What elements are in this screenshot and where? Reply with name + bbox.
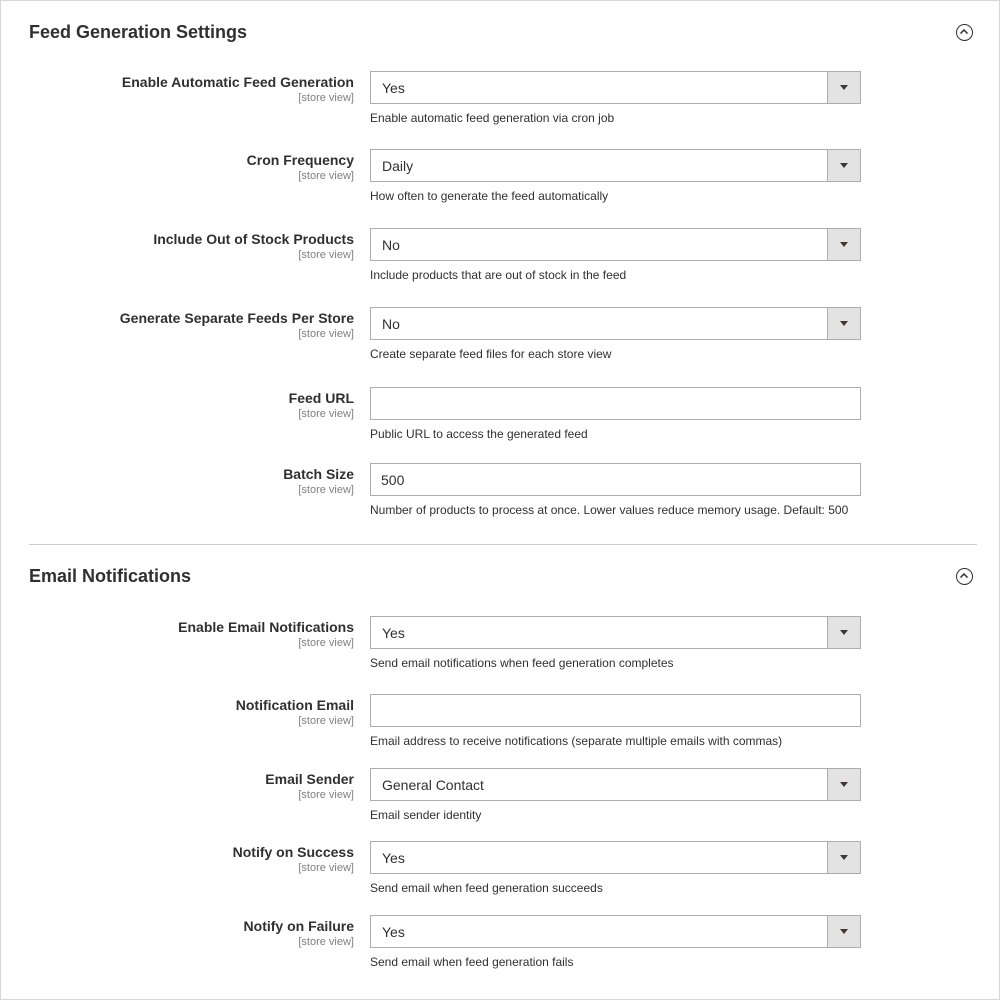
select-value: Yes [382,924,405,940]
field-note: Email address to receive notifications (separate multiple emails with commas) [370,734,783,748]
triangle-down-icon [840,85,848,90]
field-scope: [store view] [298,328,354,340]
field-scope: [store view] [298,170,354,182]
select-value: General Contact [382,777,484,793]
notify-on-success-select[interactable] [370,841,861,874]
include-out-of-stock-select[interactable] [370,228,861,261]
field-feed-url [0,387,1000,447]
dropdown-button[interactable] [827,229,860,260]
chevron-up-circle-icon [960,573,968,578]
field-note: Enable automatic feed generation via cron job [370,111,615,125]
field-label: Feed URL [288,390,354,406]
field-note: Send email when feed generation fails [370,955,574,969]
field-label: Notification Email [235,697,354,713]
field-label: Enable Email Notifications [178,619,354,635]
triangle-down-icon [840,929,848,934]
triangle-down-icon [840,242,848,247]
field-cron-frequency [0,149,1000,209]
field-scope: [store view] [298,408,354,420]
chevron-up-circle-icon [960,29,968,34]
dropdown-button[interactable] [827,150,860,181]
field-scope: [store view] [298,862,354,874]
field-label: Enable Automatic Feed Generation [121,74,354,90]
field-scope: [store view] [298,715,354,727]
triangle-down-icon [840,321,848,326]
field-scope: [store view] [298,789,354,801]
triangle-down-icon [840,782,848,787]
section-divider [29,544,977,545]
field-separate-feeds-per-store [0,307,1000,367]
collapse-email-notifications-button[interactable] [956,568,973,585]
section-title-feed-generation: Feed Generation Settings [29,22,248,42]
select-value: Yes [382,850,405,866]
dropdown-button[interactable] [827,308,860,339]
triangle-down-icon [840,855,848,860]
field-note: Public URL to access the generated feed [370,427,588,441]
field-scope: [store view] [298,249,354,261]
field-batch-size [0,463,1000,523]
dropdown-button[interactable] [827,916,860,947]
dropdown-button[interactable] [827,72,860,103]
dropdown-button[interactable] [827,842,860,873]
select-value: Yes [382,625,405,641]
enable-automatic-feed-select[interactable] [370,71,861,104]
feed-url-input[interactable] [370,387,861,420]
field-label: Generate Separate Feeds Per Store [119,310,354,326]
dropdown-button[interactable] [827,617,860,648]
field-scope: [store view] [298,637,354,649]
field-note: Send email notifications when feed generation completes [370,656,674,670]
section-title-email-notifications: Email Notifications [29,566,192,586]
collapse-feed-generation-button[interactable] [956,24,973,41]
email-sender-select[interactable] [370,768,861,801]
field-scope: [store view] [298,936,354,948]
field-notification-email [0,694,1000,754]
field-notify-on-success [0,841,1000,901]
field-label: Email Sender [265,771,354,787]
field-label: Cron Frequency [246,152,354,168]
select-value: No [382,316,400,332]
dropdown-button[interactable] [827,769,860,800]
field-note: How often to generate the feed automatically [370,189,609,203]
field-scope: [store view] [298,92,354,104]
field-note: Number of products to process at once. Lower values reduce memory usage. Default: 500 [370,503,849,517]
field-label: Notify on Failure [243,918,354,934]
cron-frequency-select[interactable] [370,149,861,182]
field-label: Notify on Success [232,844,354,860]
triangle-down-icon [840,163,848,168]
field-note: Include products that are out of stock in the feed [370,268,627,282]
select-value: No [382,237,400,253]
field-note: Create separate feed files for each store view [370,347,612,361]
field-label: Include Out of Stock Products [153,231,354,247]
field-include-out-of-stock [0,228,1000,288]
field-label: Batch Size [283,466,354,482]
triangle-down-icon [840,630,848,635]
notification-email-input[interactable] [370,694,861,727]
field-enable-automatic-feed [0,71,1000,131]
field-email-sender [0,768,1000,828]
select-value: Daily [382,158,414,174]
field-note: Email sender identity [370,808,482,822]
separate-feeds-select[interactable] [370,307,861,340]
field-note: Send email when feed generation succeeds [370,881,603,895]
field-scope: [store view] [298,484,354,496]
select-value: Yes [382,80,405,96]
field-notify-on-failure [0,915,1000,975]
field-enable-email-notifications [0,616,1000,676]
enable-email-notifications-select[interactable] [370,616,861,649]
batch-size-input[interactable] [370,463,861,496]
notify-on-failure-select[interactable] [370,915,861,948]
